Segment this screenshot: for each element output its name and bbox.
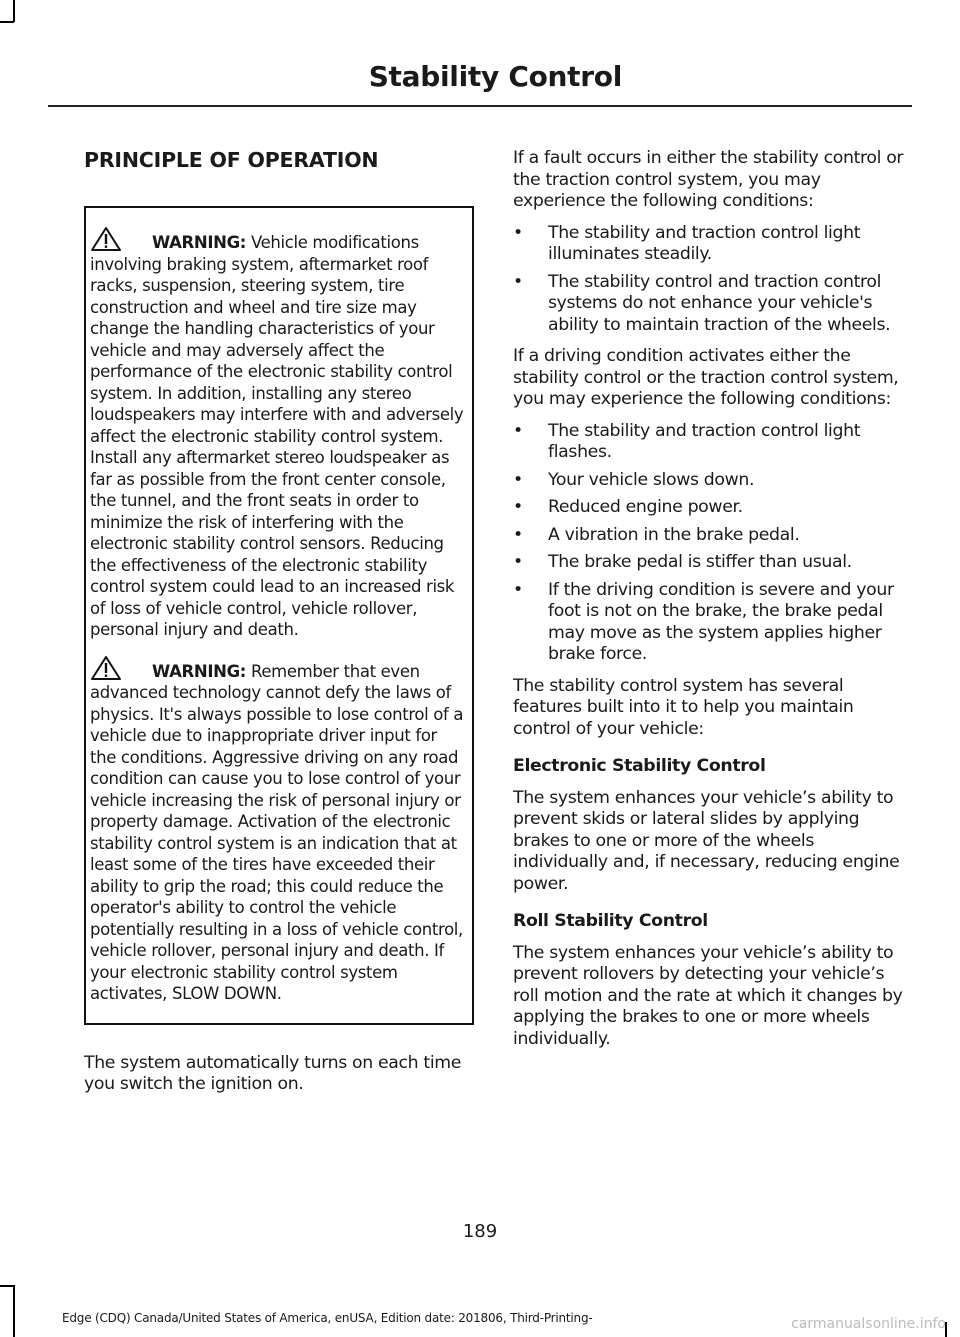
crop-mark (13, 0, 15, 22)
ignition-paragraph: The system automatically turns on each time you switch the ignition on. (84, 1052, 462, 1094)
subheading-rsc: Roll Stability Control (513, 911, 708, 931)
header-divider (48, 105, 912, 107)
left-column (84, 148, 474, 1096)
paragraph: The system enhances your vehicle’s ability to prevent rollovers by detecting your vehicle’s roll motion and the rate at which it changes by applying the brakes to one or more wheels individually. (513, 942, 903, 1049)
list-item: • The brake pedal is stiffer than usual. (513, 552, 909, 574)
warning-2 (90, 655, 464, 1005)
warning-label: WARNING: (152, 233, 247, 252)
section-heading: PRINCIPLE OF OPERATION (84, 148, 379, 172)
list-item: • Reduced engine power. (513, 497, 909, 519)
warning-box (84, 206, 474, 1025)
list-item: • If the driving condition is severe and your foot is not on the brake, the brake pedal may move as the system applies higher brake force. (513, 580, 909, 666)
paragraph: If a fault occurs in either the stability control or the traction control system, you may experience the following conditions: (513, 148, 904, 211)
paragraph: The system enhances your vehicle’s ability to prevent skids or lateral slides by applying brakes to one or more of the wheels individually and, if necessary, reducing engine power. (513, 787, 900, 894)
paragraph: The stability control system has several features built into it to help you maintain control of your vehicle: (513, 675, 854, 739)
crop-mark (13, 1285, 15, 1337)
warning-label: WARNING: (152, 661, 247, 681)
list-item: • The stability and traction control light flashes. (513, 421, 909, 464)
list-item: • A vibration in the brake pedal. (513, 525, 909, 547)
crop-mark (0, 21, 14, 23)
page-header-title: Stability Control (368, 60, 622, 93)
fault-conditions-list (513, 223, 909, 337)
subheading-esc: Electronic Stability Control (513, 756, 766, 776)
list-item: • The stability and traction control light illuminates steadily. (513, 223, 909, 266)
right-column (513, 148, 909, 1060)
paragraph: If a driving condition activates either the stability control or the traction control system, you may experience the following conditions: (513, 346, 899, 409)
warning-1 (90, 226, 464, 641)
warning-triangle-icon (90, 226, 150, 252)
list-item: • The stability control and traction control systems do not enhance your vehicle's ability to maintain traction of the wheels. (513, 272, 909, 337)
warning-text: Vehicle modifications involving braking system, aftermarket roof racks, suspension, steering system, tire construction and wheel and tire size may change the handling characteristics of your vehicle and may adversely affect the performance of the electronic stability control system. In addition, installing any stereo loudspeakers may interfere with and adversely affect the electronic stability control system. Install any aftermarket stereo loudspeaker as far as possible from the front center console, the tunnel, and the front seats in order to minimize the risk of interfering with the electronic stability control sensors. Reducing the effectiveness of the electronic stability control system could lead to an increased risk of loss of vehicle control, vehicle rollover, personal injury and death. (90, 233, 464, 639)
edition-footer: Edge (CDQ) Canada/United States of America, enUSA, Edition date: 201806, Third-Printing- (62, 1311, 593, 1325)
watermark: carmanualsonline.info (791, 1316, 946, 1332)
warning-text: Remember that even advanced technology cannot defy the laws of physics. It's always possible to lose control of a vehicle due to inappropriate driver input for the conditions. Aggressive driving on any road condition can cause you to lose control of your vehicle increasing the risk of personal injury or property damage. Activation of the electronic stability control system is an indication that at least some of the tires have exceeded their ability to grip the road; this could reduce the operator's ability to control the vehicle potentially resulting in a loss of vehicle control, vehicle rollover, personal injury and death. If your electronic stability control system activates, SLOW DOWN. (90, 661, 464, 1003)
page-number: 189 (462, 1221, 498, 1242)
warning-triangle-icon (90, 655, 150, 681)
crop-mark (0, 1285, 14, 1287)
activation-conditions-list (513, 421, 909, 666)
list-item: • Your vehicle slows down. (513, 470, 909, 492)
